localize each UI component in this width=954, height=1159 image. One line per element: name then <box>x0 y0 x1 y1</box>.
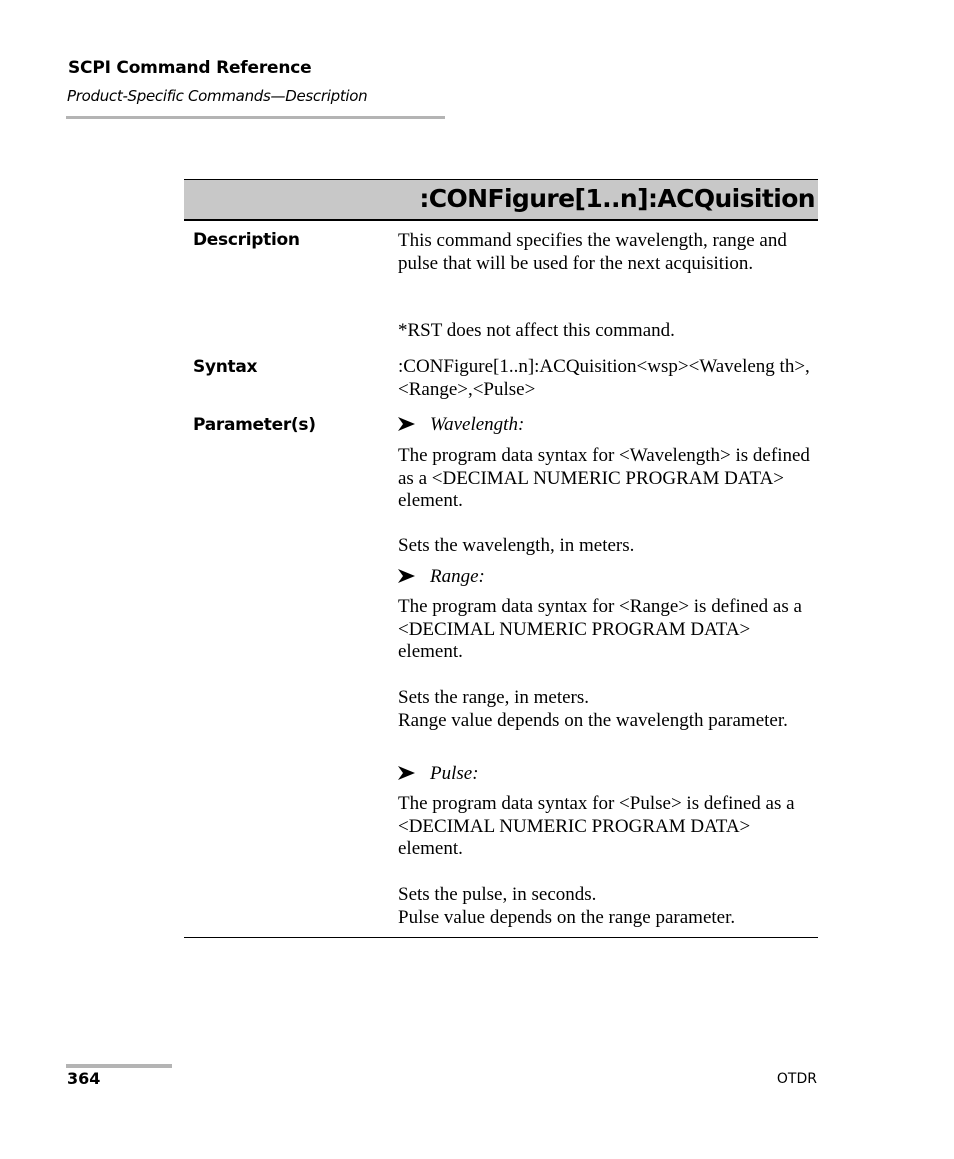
param-pulse-details: Sets the pulse, in seconds. Pulse value depends on the range parameter. <box>398 884 736 928</box>
section-subtitle: Product-Specific Commands—Description <box>67 87 368 105</box>
param-name-wavelength: Wavelength: <box>430 414 525 435</box>
header-rule <box>66 116 445 119</box>
description-label: Description <box>193 230 300 250</box>
syntax-text: :CONFigure[1..n]:ACQuisition<wsp><Waveleng th>,<Range>,<Pulse> <box>398 356 810 400</box>
command-title: :CONFigure[1..n]:ACQuisition <box>419 184 815 213</box>
arrowhead-bullet-icon <box>398 417 415 431</box>
description-note: *RST does not affect this command. <box>398 320 675 341</box>
description-text: This command specifies the wavelength, range and pulse that will be used for the next acquisition. <box>398 230 787 274</box>
product-name: OTDR <box>776 1071 817 1087</box>
param-heading <box>398 566 485 588</box>
table-end-rule <box>184 937 818 938</box>
footer-rule <box>66 1064 172 1068</box>
parameters-label: Parameter(s) <box>193 415 316 435</box>
param-heading <box>398 763 479 785</box>
arrowhead-bullet-icon <box>398 766 415 780</box>
param-name-pulse: Pulse: <box>430 763 479 784</box>
param-heading <box>398 414 524 436</box>
param-name-range: Range: <box>430 566 485 587</box>
section-title: SCPI Command Reference <box>68 58 312 78</box>
command-title-bar <box>184 179 818 221</box>
syntax-label: Syntax <box>193 357 258 377</box>
param-wavelength-details: Sets the wavelength, in meters. <box>398 535 635 556</box>
page-number: 364 <box>67 1069 101 1088</box>
param-range-definition: The program data syntax for <Range> is defined as a <DECIMAL NUMERIC PROGRAM DATA> element. <box>398 596 802 662</box>
arrowhead-bullet-icon <box>398 569 415 583</box>
param-range-details: Sets the range, in meters. Range value depends on the wavelength parameter. <box>398 687 788 731</box>
param-pulse-definition: The program data syntax for <Pulse> is defined as a <DECIMAL NUMERIC PROGRAM DATA> element. <box>398 793 795 859</box>
param-wavelength-definition: The program data syntax for <Wavelength> is defined as a <DECIMAL NUMERIC PROGRAM DATA> element. <box>398 445 810 511</box>
